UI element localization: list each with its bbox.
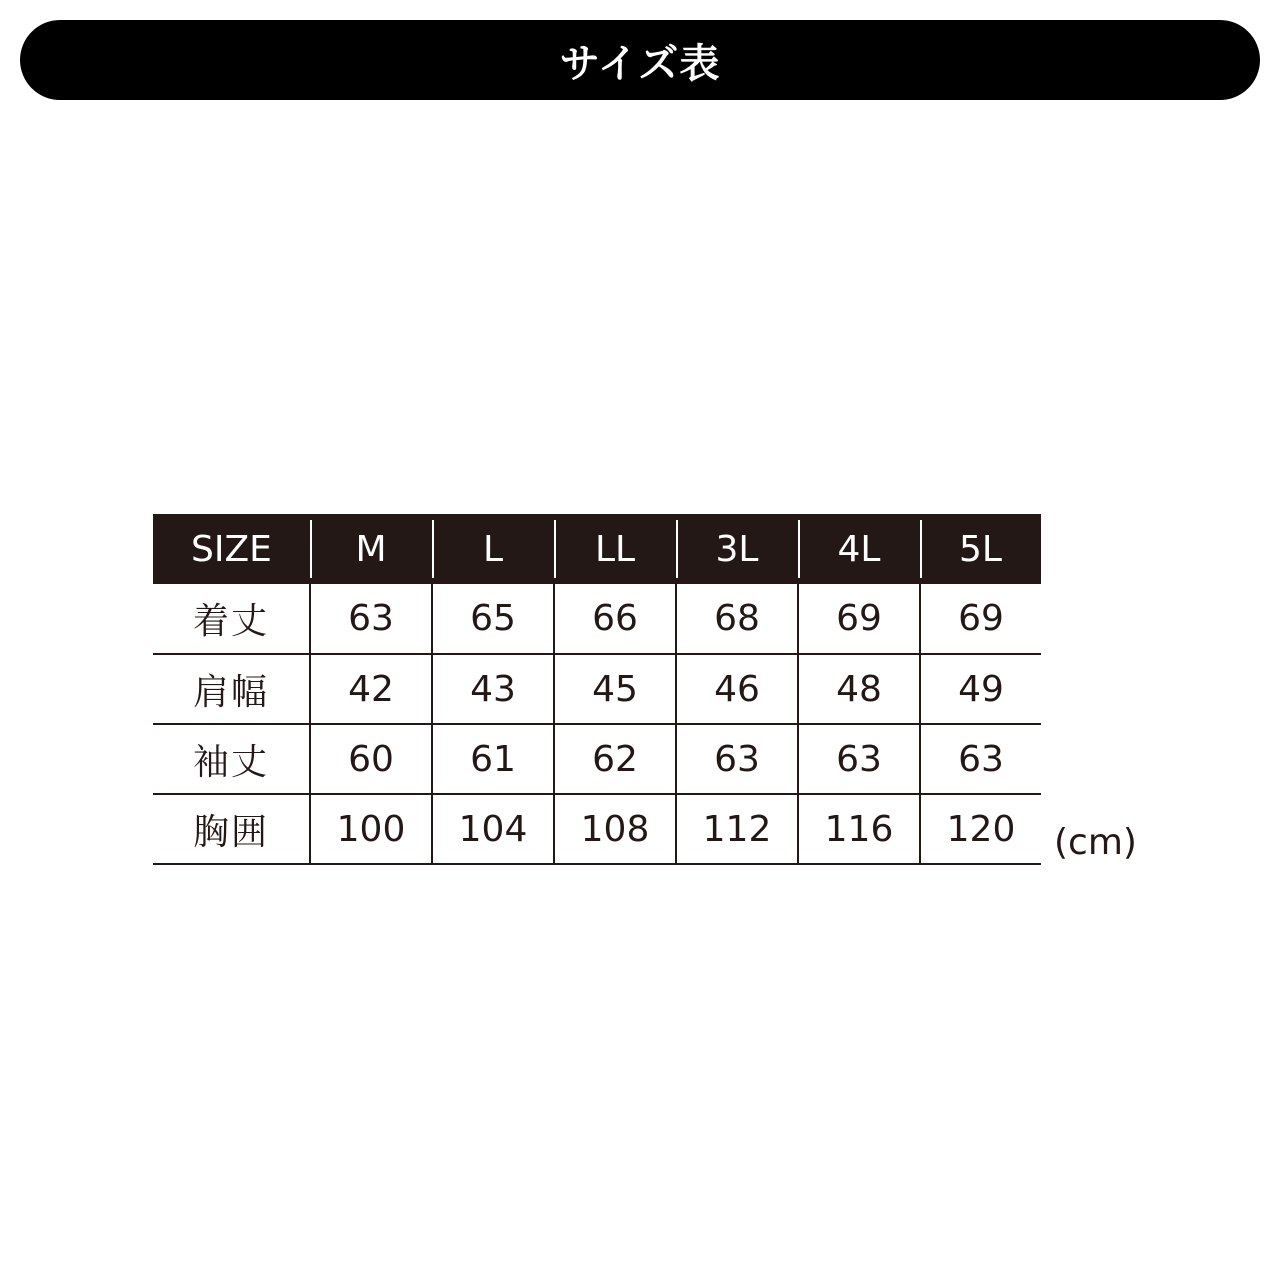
table-cell: 108: [554, 794, 676, 864]
table-cell: 66: [554, 584, 676, 654]
row-label: 胸囲: [192, 811, 269, 853]
row-label: 着丈: [192, 601, 269, 642]
table-cell: 69: [920, 584, 1041, 654]
table-cell: 48: [798, 654, 920, 724]
table-row: [153, 584, 1041, 654]
table-cell: 100: [310, 794, 432, 864]
table-header-row: [153, 514, 1041, 584]
table-cell: 45: [554, 654, 676, 724]
table-row: [153, 794, 1041, 864]
table-cell: 69: [798, 584, 920, 654]
table-cell: 104: [432, 794, 554, 864]
table-cell: 63: [676, 724, 798, 794]
table-cell: 112: [676, 794, 798, 864]
table-cell: 49: [920, 654, 1041, 724]
table-cell: 61: [432, 724, 554, 794]
table-cell: 120: [920, 794, 1041, 864]
table-cell: 68: [676, 584, 798, 654]
column-header-4l: 4L: [798, 514, 920, 584]
column-header-ll: LL: [554, 514, 676, 584]
row-label: 袖丈: [192, 741, 269, 783]
table-row: [153, 724, 1041, 794]
table-cell: 63: [798, 724, 920, 794]
table-cell: 62: [554, 724, 676, 794]
column-header-l: L: [432, 514, 554, 584]
table-row: [153, 654, 1041, 724]
column-header-5l: 5L: [920, 514, 1041, 584]
table-cell: 46: [676, 654, 798, 724]
table-cell: 63: [920, 724, 1041, 794]
page-title: サイズ表: [559, 40, 721, 87]
table-cell: 43: [432, 654, 554, 724]
column-header-size: SIZE: [191, 528, 272, 570]
unit-label: (cm): [1054, 822, 1137, 863]
table-cell: 63: [310, 584, 432, 654]
table-cell: 42: [310, 654, 432, 724]
table-cell: 60: [310, 724, 432, 794]
size-table: [153, 514, 1041, 865]
title-banner: [20, 20, 1260, 100]
table-cell: 116: [798, 794, 920, 864]
column-header-m: M: [310, 514, 432, 584]
row-label: 肩幅: [192, 671, 269, 713]
table-cell: 65: [432, 584, 554, 654]
column-header-3l: 3L: [676, 514, 798, 584]
